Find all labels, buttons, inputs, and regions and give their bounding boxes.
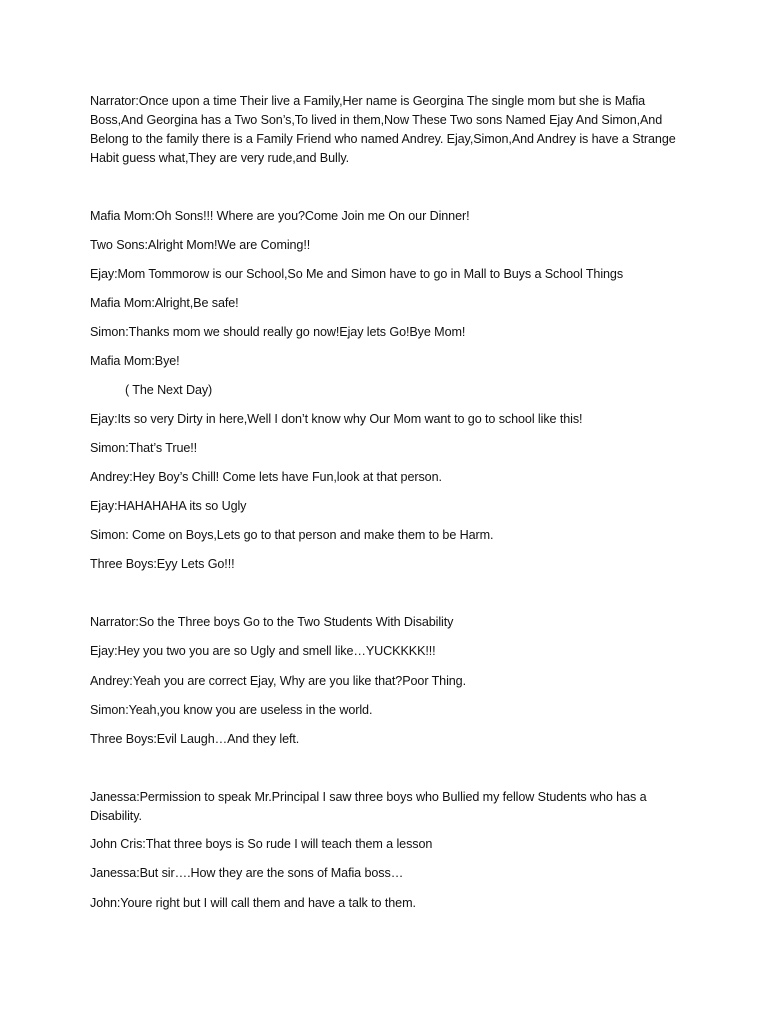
dialogue-line: Ejay:Mom Tommorow is our School,So Me and Simon have to go in Mall to Buys a School Things xyxy=(90,267,624,281)
dialogue-line: Mafia Mom:Alright,Be safe! xyxy=(90,296,239,310)
dialogue-line: Ejay:Its so very Dirty in here,Well I don’t know why Our Mom want to go to school like this! xyxy=(90,412,583,426)
dialogue-line: Andrey:Hey Boy’s Chill! Come lets have Fun,look at that person. xyxy=(90,470,442,484)
dialogue-line: Andrey:Yeah you are correct Ejay, Why are you like that?Poor Thing. xyxy=(90,674,466,688)
dialogue-line: Ejay:HAHAHAHA its so Ugly xyxy=(90,499,247,513)
dialogue-line: Simon: Come on Boys,Lets go to that person and make them to be Harm. xyxy=(90,528,494,542)
dialogue-line: Ejay:Hey you two you are so Ugly and smell like…YUCKKKK!!! xyxy=(90,644,436,658)
dialogue-line: Two Sons:Alright Mom!We are Coming!! xyxy=(90,238,311,252)
dialogue-line: Simon:Thanks mom we should really go now!Ejay lets Go!Bye Mom! xyxy=(90,325,466,339)
scene-direction: ( The Next Day) xyxy=(125,383,213,397)
dialogue-paragraph: Janessa:Permission to speak Mr.Principal I saw three boys who Bullied my fellow Students who has a Disability. xyxy=(90,790,647,823)
narrator-line: Narrator:So the Three boys Go to the Two Students With Disability xyxy=(90,615,454,629)
dialogue-line: Simon:Yeah,you know you are useless in the world. xyxy=(90,703,373,717)
dialogue-line: Three Boys:Eyy Lets Go!!! xyxy=(90,557,235,571)
dialogue-line: John:Youre right but I will call them and have a talk to them. xyxy=(90,896,416,910)
dialogue-line: Simon:That’s True!! xyxy=(90,441,198,455)
dialogue-line: Mafia Mom:Bye! xyxy=(90,354,180,368)
dialogue-line: John Cris:That three boys is So rude I will teach them a lesson xyxy=(90,837,433,851)
dialogue-line: Mafia Mom:Oh Sons!!! Where are you?Come Join me On our Dinner! xyxy=(90,209,470,223)
narrator-intro-paragraph: Narrator:Once upon a time Their live a Family,Her name is Georgina The single mom but she is Mafia Boss,And Georgina has a Two Son’s,To lived in them,Now These Two sons Named Ejay And Simon,And Belong to the family there is a Family Friend who named Andrey. Ejay,Simon,And Andrey is have a Strange Habit guess what,They are very rude,and Bully. xyxy=(90,94,676,165)
dialogue-line: Three Boys:Evil Laugh…And they left. xyxy=(90,732,300,746)
dialogue-line: Janessa:But sir….How they are the sons of Mafia boss… xyxy=(90,866,404,880)
